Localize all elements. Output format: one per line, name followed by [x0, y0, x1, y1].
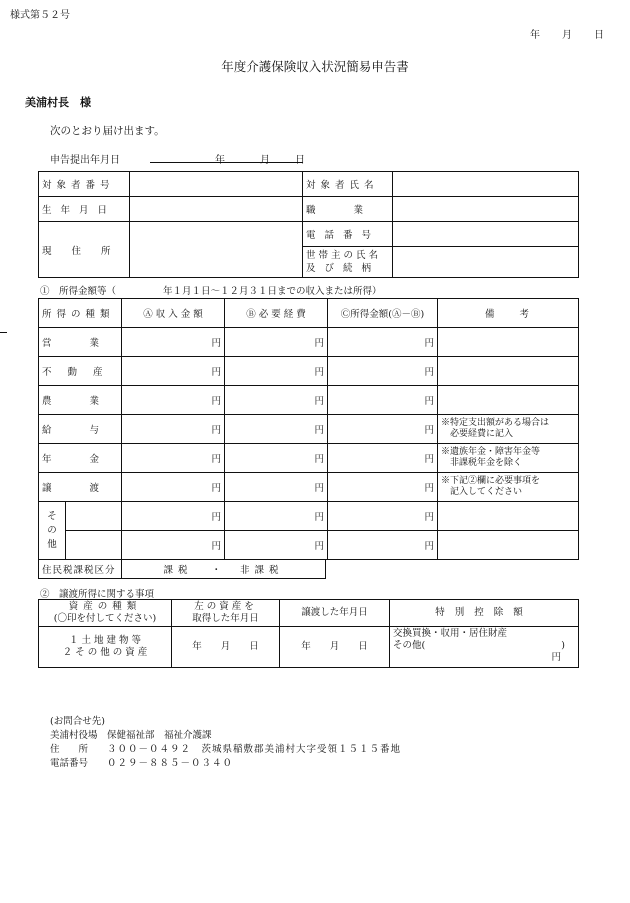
deduction-other[interactable]: その他(: [393, 640, 426, 651]
tax-class-table: [38, 559, 326, 579]
contact-address-value: ３００－０４９２ 茨城県稲敷郡美浦村大字受領１５１５番地: [107, 744, 402, 755]
tax-class-label: 住民税課税区分: [39, 560, 122, 579]
contact-office: 美浦村役場 保健福祉部 福祉介護課: [50, 730, 212, 741]
yen-label: 円: [211, 512, 222, 523]
contact-phone: [50, 755, 233, 769]
header-expenses: Ⓑ 必 要 経 費: [225, 299, 328, 328]
job-field[interactable]: [393, 197, 579, 222]
yen-label: 円: [424, 425, 435, 436]
header-income-type: 所得の種類: [39, 299, 122, 328]
intro-text: 次のとおり届け出ます。: [50, 125, 165, 137]
subject-name-label: 対象者氏名: [303, 172, 393, 197]
amount-cell[interactable]: [225, 531, 328, 560]
remarks-cell[interactable]: ※遺族年金・障害年金等 非課税年金を除く: [438, 444, 579, 473]
income-type-label: 年金: [39, 444, 122, 473]
section1-note: 年１月１日～１２月３１日までの収入または所得）: [163, 286, 382, 297]
header-income: Ⓒ所得金額(Ⓐ－Ⓑ): [328, 299, 438, 328]
amount-cell[interactable]: [122, 502, 225, 531]
yen-label: 円: [314, 338, 325, 349]
address-label: 現住所: [39, 222, 130, 278]
amount-cell[interactable]: [225, 473, 328, 502]
amount-cell[interactable]: [225, 386, 328, 415]
yen-label: 円: [314, 541, 325, 552]
subject-info-table: [38, 171, 579, 278]
top-date-month: 月: [562, 30, 594, 41]
householder-label-2: 及び続柄: [306, 263, 381, 274]
income-table: [38, 298, 579, 560]
amount-cell[interactable]: [225, 444, 328, 473]
contact-header: (お問合せ先): [50, 716, 105, 727]
yen-label: 円: [211, 338, 222, 349]
amount-cell[interactable]: [328, 473, 438, 502]
transfer-table: [38, 599, 579, 668]
contact-address-label: 住 所: [50, 744, 89, 755]
income-row: [39, 444, 579, 473]
job-label: 職業: [303, 197, 393, 222]
tax-class-options[interactable]: [122, 560, 326, 579]
amount-cell[interactable]: [122, 531, 225, 560]
householder-field[interactable]: [393, 247, 579, 278]
transfer-date-field[interactable]: 年 月 日: [280, 627, 390, 668]
transfer-date-header: 譲渡した年月日: [280, 600, 390, 627]
income-type-label: 譲渡: [39, 473, 122, 502]
birth-date-field[interactable]: [130, 197, 303, 222]
other-label: [39, 502, 66, 560]
amount-cell[interactable]: [225, 357, 328, 386]
phone-label: 電話番号: [303, 222, 393, 247]
acquired-date-header-1: 左の資産を: [194, 601, 257, 612]
remarks-cell[interactable]: ※特定支出額がある場合は 必要経費に記入: [438, 415, 579, 444]
amount-cell[interactable]: [225, 328, 328, 357]
deduction-options[interactable]: 交換買換・収用・居住財産: [393, 628, 508, 639]
yen-label: 円: [424, 367, 435, 378]
income-row-other: [39, 502, 579, 531]
income-row-other: [39, 531, 579, 560]
amount-cell[interactable]: [328, 531, 438, 560]
section2-title: ② 譲渡所得に関する事項: [40, 589, 155, 600]
yen-label: 円: [211, 425, 222, 436]
birth-date-label: 生年月日: [39, 197, 130, 222]
remarks-cell[interactable]: [438, 386, 579, 415]
amount-cell[interactable]: [225, 415, 328, 444]
income-type-label: 営業: [39, 328, 122, 357]
document-title: 年度介護保険収入状況簡易申告書: [221, 59, 409, 74]
income-type-label: 給与: [39, 415, 122, 444]
contact-phone-value: ０２９－８８５－０３４０: [107, 758, 234, 769]
yen-label: 円: [314, 396, 325, 407]
other-label-text: その他: [47, 510, 57, 550]
tax-untaxed: 非課税: [240, 565, 284, 576]
remarks-cell[interactable]: [438, 328, 579, 357]
income-row: [39, 357, 579, 386]
yen-label: 円: [314, 454, 325, 465]
amount-cell[interactable]: [122, 357, 225, 386]
phone-field[interactable]: [393, 222, 579, 247]
contact-address: [50, 741, 401, 755]
income-row: [39, 415, 579, 444]
section1-title: ① 所得金額等（: [40, 286, 117, 297]
amount-cell[interactable]: [328, 357, 438, 386]
remarks-cell[interactable]: [438, 531, 579, 560]
subject-number-label: 対象者番号: [39, 172, 130, 197]
subject-number-field[interactable]: [130, 172, 303, 197]
other-type-field[interactable]: [66, 531, 122, 560]
address-field[interactable]: [130, 222, 303, 278]
income-row: [39, 386, 579, 415]
householder-label-1: 世帯主の氏名: [306, 250, 382, 261]
submit-date-label: 申告提出年月日: [50, 155, 120, 166]
amount-cell[interactable]: [328, 502, 438, 531]
yen-label: 円: [211, 541, 222, 552]
amount-cell[interactable]: [328, 415, 438, 444]
income-type-label: 不動産: [39, 357, 122, 386]
income-row: [39, 473, 579, 502]
submit-date-month: 月: [260, 155, 270, 166]
margin-tick: [0, 332, 7, 333]
yen-label: 円: [211, 454, 222, 465]
asset-option-other[interactable]: ２ そ の 他 の 資 産: [62, 647, 148, 658]
top-date-day: 日: [594, 30, 626, 41]
yen-label: 円: [424, 396, 435, 407]
yen-label: 円: [314, 512, 325, 523]
yen-label: 円: [314, 425, 325, 436]
remarks-cell[interactable]: [438, 357, 579, 386]
submit-date-year: 年: [215, 155, 225, 166]
yen-label: 円: [424, 483, 435, 494]
tax-dot: ・: [211, 565, 221, 576]
yen-label: 円: [211, 483, 222, 494]
remarks-cell[interactable]: [438, 502, 579, 531]
amount-cell[interactable]: [328, 328, 438, 357]
header-revenue: Ⓐ 収 入 金 額: [122, 299, 225, 328]
submit-date-line[interactable]: [150, 162, 303, 163]
top-date-year: 年: [530, 30, 562, 41]
yen-label: 円: [424, 338, 435, 349]
addressee: 美浦村長 様: [25, 96, 91, 109]
yen-label: 円: [314, 483, 325, 494]
contact-phone-label: 電話番号: [50, 758, 89, 769]
asset-option-land[interactable]: １ 土 地 建 物 等: [68, 635, 142, 646]
yen-label: 円: [314, 367, 325, 378]
amount-cell[interactable]: [328, 444, 438, 473]
deduction-yen: 円: [551, 652, 561, 663]
amount-cell[interactable]: [225, 502, 328, 531]
acquired-date-header-2: 取得した年月日: [192, 613, 259, 624]
income-row: [39, 328, 579, 357]
header-remarks: 備 考: [438, 299, 579, 328]
yen-label: 円: [211, 367, 222, 378]
subject-name-field[interactable]: [393, 172, 579, 197]
deduction-other-close: ): [561, 640, 565, 651]
income-type-label: 農業: [39, 386, 122, 415]
yen-label: 円: [211, 396, 222, 407]
other-type-field[interactable]: [66, 502, 122, 531]
submit-date-day: 日: [295, 155, 305, 166]
tax-taxed: 課税: [163, 565, 193, 576]
form-number: 様式第５２号: [10, 10, 70, 21]
yen-label: 円: [424, 512, 435, 523]
asset-type-header: 資産の種類: [68, 601, 142, 612]
asset-type-subheader: (〇印を付してください): [53, 613, 157, 624]
top-date: [530, 26, 626, 41]
deduction-header: 特別控除額: [390, 600, 579, 627]
yen-label: 円: [424, 541, 435, 552]
yen-label: 円: [424, 454, 435, 465]
acquired-date-field[interactable]: 年 月 日: [172, 627, 280, 668]
amount-cell[interactable]: [328, 386, 438, 415]
remarks-cell[interactable]: ※下記②欄に必要事項を 記入してください: [438, 473, 579, 502]
